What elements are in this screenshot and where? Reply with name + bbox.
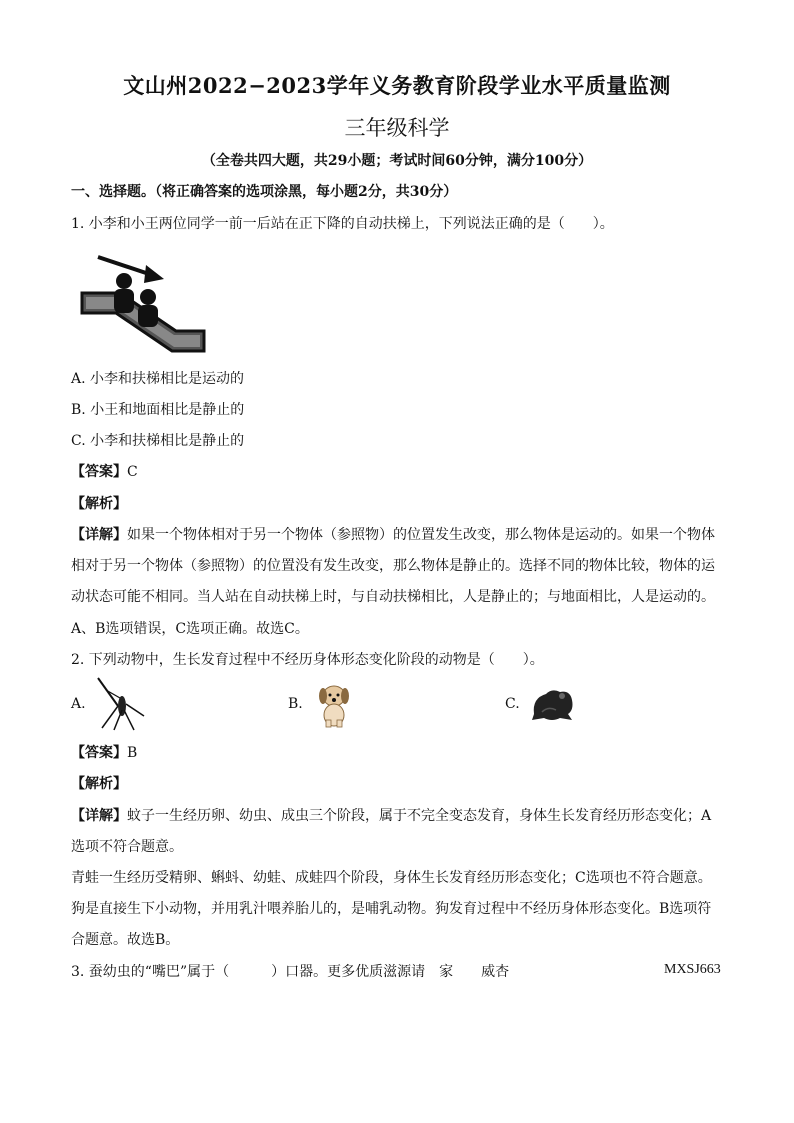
- q2-analysis-label: 【解析】: [71, 776, 127, 792]
- answer-label: 【答案】: [71, 745, 127, 761]
- escalator-illustration: [80, 245, 210, 355]
- exam-title: 文山州2022−2023学年义务教育阶段学业水平质量监测: [123, 73, 671, 98]
- q2-option-a: A.: [71, 696, 86, 712]
- q1-detail-line: 相对于另一个物体（参照物）的位置没有发生改变，那么物体是静止的。选择不同的物体比较，物体的运: [71, 558, 715, 574]
- q3-stem: 3. 蚕幼虫的“嘴巴”属于（ ）口器。更多优质滋源请 家 威杏: [71, 964, 510, 980]
- puppy-icon: [314, 682, 354, 728]
- detail-label: 【详解】: [71, 808, 127, 824]
- q2-stem: 2. 下列动物中，生长发育过程中不经历身体形态变化阶段的动物是（ ）。: [71, 652, 544, 668]
- frog-icon: [528, 684, 576, 724]
- q2-detail-line: 【详解】蚊子一生经历卵、幼虫、成虫三个阶段，属于不完全变态发育，身体生长发育经历形态变化；A: [71, 808, 712, 824]
- q2-answer: [71, 743, 731, 763]
- q1-detail-line: 动状态可能不相同。当人站在自动扶梯上时，与自动扶梯相比，人是静止的；与地面相比，人是运动的。: [71, 589, 715, 605]
- q1-detail-line: A、B选项错误，C选项正确。故选C。: [71, 621, 309, 637]
- q2-detail-line: 选项不符合题意。: [71, 839, 183, 855]
- q1-option-b: B. 小王和地面相比是静止的: [71, 402, 245, 418]
- q1-option-c: C. 小李和扶梯相比是静止的: [71, 433, 245, 449]
- mosquito-icon: [92, 676, 148, 732]
- answer-label: 【答案】: [71, 464, 127, 480]
- q2-detail-line: 狗是直接生下小动物，并用乳汁喂养胎儿的，是哺乳动物。狗发育过程中不经历身体形态变化。B选项符: [71, 901, 712, 917]
- detail-label: 【详解】: [71, 527, 127, 543]
- answer-value: B: [127, 745, 138, 761]
- q2-detail-line: 合题意。故选B。: [71, 932, 180, 948]
- exam-info: （全卷共四大题，共29小题；考试时间60分钟，满分100分）: [201, 153, 593, 169]
- q1-analysis-label: 【解析】: [71, 496, 127, 512]
- q1-detail-line: 【详解】如果一个物体相对于另一个物体（参照物）的位置发生改变，那么物体是运动的。如果一个物体: [71, 527, 715, 543]
- q1-option-a: A. 小李和扶梯相比是运动的: [71, 371, 245, 387]
- answer-value: C: [127, 464, 138, 480]
- q2-option-b: B.: [288, 696, 303, 712]
- section-heading: 一、选择题。（将正确答案的选项涂黑，每小题2分，共30分）: [71, 184, 458, 200]
- q3-code: MXSJ663: [664, 962, 721, 977]
- q1-stem: 1. 小李和小王两位同学一前一后站在正下降的自动扶梯上，下列说法正确的是（ ）。: [71, 216, 614, 232]
- q2-detail-line: 青蛙一生经历受精卵、蝌蚪、幼蛙、成蛙四个阶段，身体生长发育经历形态变化；C选项也不符合题意。: [71, 870, 712, 886]
- q1-answer: [71, 462, 731, 482]
- exam-subtitle: 三年级科学: [344, 116, 450, 140]
- q2-option-c: C.: [505, 696, 520, 712]
